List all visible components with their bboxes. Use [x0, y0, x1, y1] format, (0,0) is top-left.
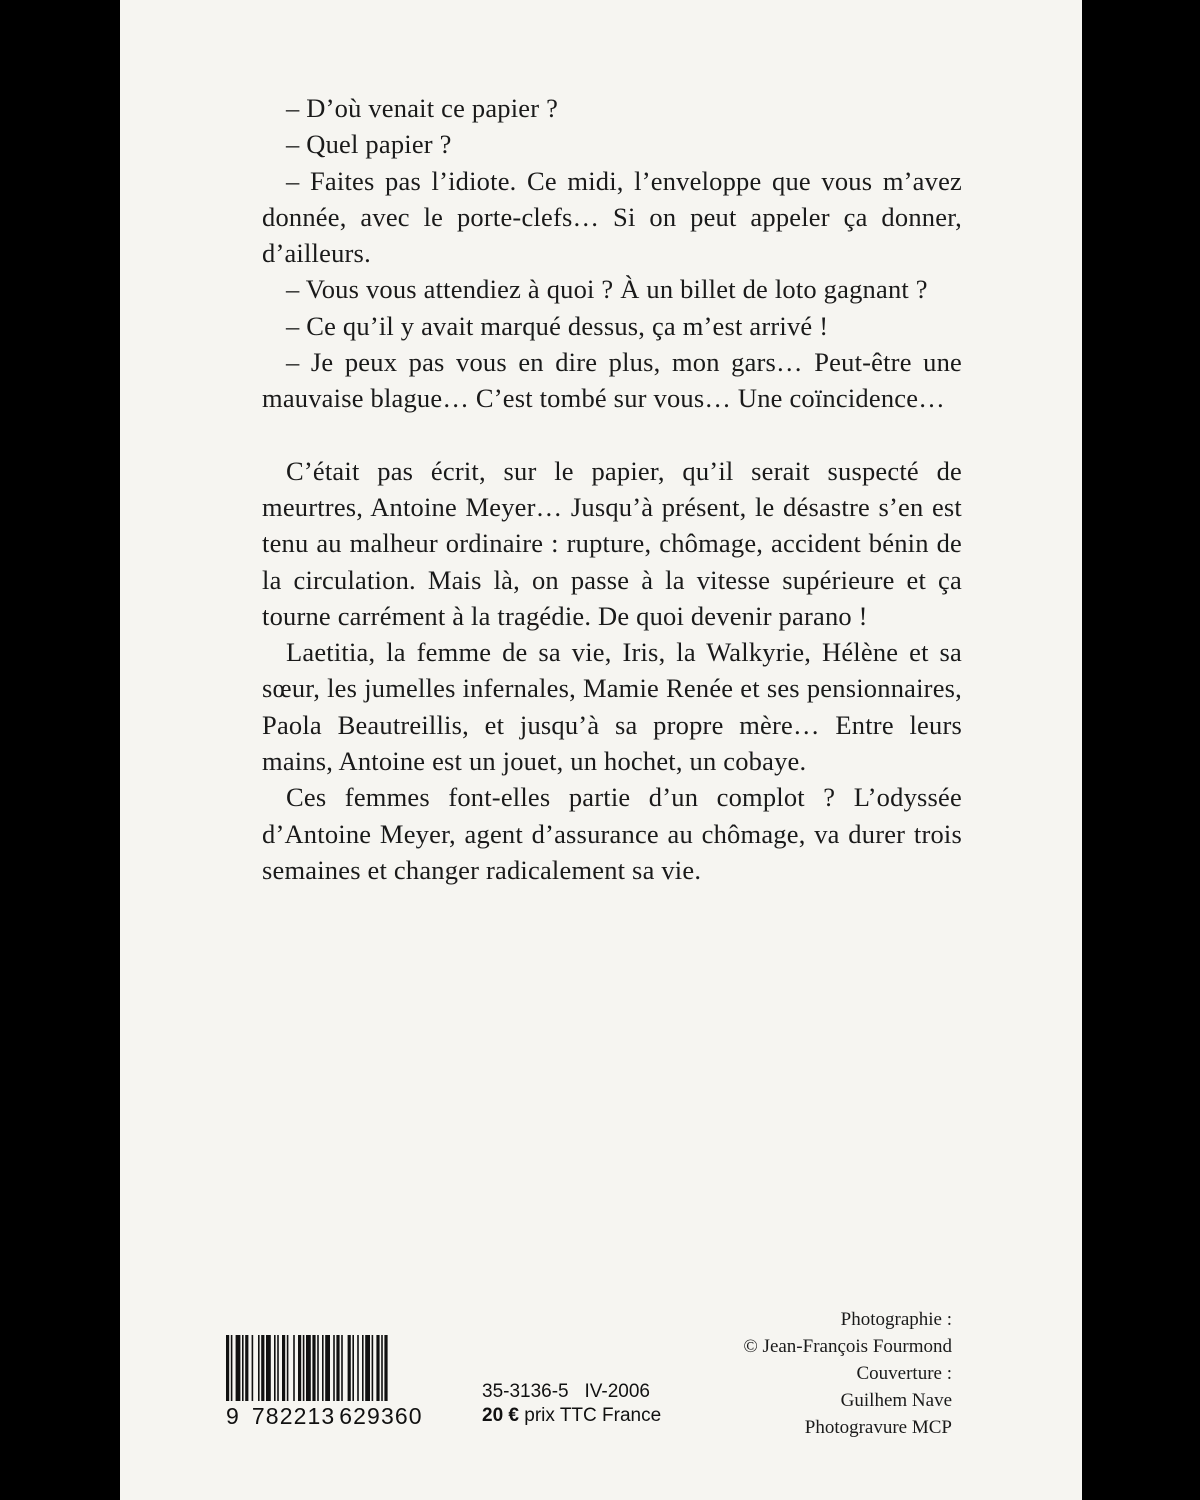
price-suffix: prix TTC France — [524, 1405, 662, 1426]
barcode-bar — [298, 1335, 301, 1401]
barcode-bar — [362, 1335, 364, 1401]
barcode-bar — [325, 1335, 330, 1401]
barcode-bar — [322, 1335, 324, 1401]
credits — [743, 1306, 952, 1441]
barcode-bar — [277, 1335, 279, 1401]
barcode-bar — [357, 1335, 359, 1401]
barcode-bar — [266, 1335, 271, 1401]
dialogue-line: – Faites pas l’idiote. Ce midi, l’enveloppe que vous m’avez donnée, avec le porte-clefs… Si on peut appeler ça donner, d’ailleurs. — [262, 165, 962, 269]
barcode-digits — [226, 1403, 466, 1430]
dialogue-line: – Quel papier ? — [286, 129, 452, 160]
barcode-bar — [341, 1335, 343, 1401]
credit-line: © Jean-François Fourmond — [743, 1336, 952, 1357]
blurb-text — [262, 90, 962, 888]
price-line — [482, 1404, 661, 1428]
barcode-digits-left: 782213 — [251, 1403, 336, 1429]
barcode — [226, 1335, 462, 1401]
barcode-bar — [293, 1335, 295, 1401]
barcode-bar — [306, 1335, 311, 1401]
barcode-bar — [287, 1335, 289, 1401]
credit-line: Couverture : — [856, 1363, 952, 1384]
barcode-bar — [282, 1335, 285, 1401]
publisher-code-line — [482, 1380, 661, 1404]
publisher-code: 35-3136-5 — [482, 1381, 569, 1402]
barcode-bar — [303, 1335, 305, 1401]
barcode-bar — [231, 1335, 233, 1401]
dialogue-line: – Ce qu’il y avait marqué dessus, ça m’est arrivé ! — [286, 310, 829, 341]
credit-line: Photogravure MCP — [804, 1417, 952, 1438]
barcode-digits-right: 629360 — [339, 1403, 423, 1429]
dialogue-line: – D’où venait ce papier ? — [286, 93, 559, 123]
barcode-bar — [348, 1335, 351, 1401]
credit-line: Photographie : — [840, 1309, 952, 1330]
barcode-bar — [376, 1335, 379, 1401]
summary-paragraph: C’était pas écrit, sur le papier, qu’il serait suspecté de meurtres, Antoine Meyer… Jusqu’à présent, le désastre s’en est tenu au malheur ordinaire : rupture, chômage, accident bénin de la circulation. Mais là, on passe à la vitesse supérieure et ça tourne carrément à la tragédie. De quoi devenir parano ! — [262, 455, 962, 631]
price: 20 € — [482, 1405, 519, 1426]
barcode-bar — [242, 1335, 244, 1401]
barcode-bar — [317, 1335, 319, 1401]
barcode-bar — [381, 1335, 383, 1401]
barcode-bar — [365, 1335, 370, 1401]
barcode-bar — [336, 1335, 339, 1401]
barcode-bar — [352, 1335, 354, 1401]
barcode-bar — [258, 1335, 260, 1401]
barcode-bar — [333, 1335, 335, 1401]
barcode-bar — [226, 1335, 229, 1401]
credit-line: Guilhem Nave — [840, 1390, 952, 1411]
publisher-info — [482, 1380, 661, 1428]
summary-paragraph: Ces femmes font-elles partie d’un complot ? L’odyssée d’Antoine Meyer, agent d’assurance au chômage, va durer trois semaines et changer radicalement sa vie. — [262, 782, 962, 885]
barcode-bar — [372, 1335, 374, 1401]
dialogue-line: – Je peux pas vous en dire plus, mon gars… Peut-être une mauvaise blague… C’est tombé sur vous… Une coïncidence… — [262, 347, 962, 414]
summary-paragraph: Laetitia, la femme de sa vie, Iris, la Walkyrie, Hélène et sa sœur, les jumelles infernales, Mamie Renée et ses pensionnaires, Paola Beautreillis, et jusqu’à sa propre mère… Entre leurs mains, Antoine est un jouet, un hochet, un cobaye. — [262, 637, 962, 777]
edition-code: IV-2006 — [584, 1381, 650, 1402]
barcode-bar — [274, 1335, 276, 1401]
barcode-bar — [312, 1335, 315, 1401]
barcode-bar — [245, 1335, 248, 1401]
barcode-bar — [384, 1335, 387, 1401]
barcode-bar — [252, 1335, 254, 1401]
barcode-bar — [261, 1335, 264, 1401]
barcode-bar — [236, 1335, 241, 1401]
barcode-digit-first: 9 — [226, 1403, 240, 1429]
dialogue-line: – Vous vous attendiez à quoi ? À un billet de loto gagnant ? — [286, 274, 928, 305]
